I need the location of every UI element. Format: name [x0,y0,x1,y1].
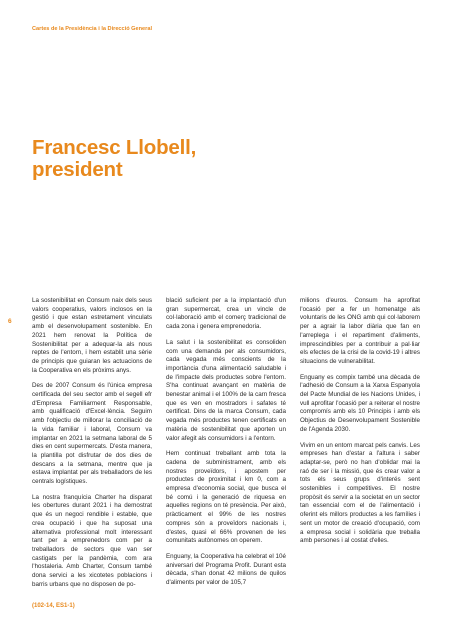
paragraph: La nostra franquícia Charter ha disparat les obertures durant 2021 i ha demostrat que és un negoci rendible i estable, que crea ocupació i que ha suposat una alternativa professional molt interessant tant per a emprenedors com per a treballadors de sectors que van ser castigats per la pandèmia, com ara l'hostaleria. Amb Charter, Consum també dona servici a les xicotetes poblacions i barris urbans que no disposen de po- [32,493,152,588]
paragraph: Vivim en un entorn marcat pels canvis. Les empreses han d'estar a l'altura i saber adaptar-se, però no han d'oblidar mai la raó de ser i la missió, que és crear valor a tots els seus grups d'interés sent sostenibles i competitives. El nostre propòsit és servir a la societat en un sector tan essencial com el de l'alimentació i oferint els millors productes a les famílies i sent un motor de creació d'ocupació, com a empresa social i solidària que treballa amb persones i al costat d'elles. [300,441,420,545]
paragraph: milions d'euros. Consum ha aprofitat l'ocasió per a fer un homenatge als voluntaris de les ONG amb qui col·laborem per a agrair la labor diària que fan en l'arreplega i el repartiment d'aliments, imprescindibles per a contribuir a pal·liar els efectes de la crisi de la covid-19 i altres situacions de vulnerabilitat. [300,297,420,365]
paragraph: Des de 2007 Consum és l'única empresa certificada del seu sector amb el segell efr d'Empresa Familiarment Responsable, amb qualificació d'Excel·lència. Seguim amb l'objectiu de millorar la conciliació de la vida familiar i laboral, Consum va implantar en 2021 la setmana laboral de 5 dies en cent supermercats. D'esta manera, la plantilla pot disfrutar de dos dies de descans a la setmana, mentre que ja estava implantat per als treballadors de les centrals logístiques. [32,382,152,486]
gri-reference: (102-14, ES1-1) [32,603,75,609]
text-column-3 [300,297,420,553]
title-role: president [32,158,123,181]
text-column-2 [166,297,286,595]
page-title [32,137,196,181]
title-name: Francesc Llobell, [32,136,197,159]
paragraph: blació suficient per a la implantació d'un gran supermercat, crea un vincle de col·laboració amb el comerç tradicional de cada zona i genera emprenedoria. [166,297,286,331]
section-header: Cartes de la Presidència i la Direcció General [32,26,153,32]
text-column-1 [32,297,152,597]
paragraph: La salut i la sostenibilitat es consoliden com una demanda per als consumidors, cada vegada més conscients de la importància d'una alimentació saludable i de l'impacte dels productes sobre l'entorn. S'ha continuat avançant en matèria de benestar animal i el 100% de la carn fresca que es ven en mostradors i safates té certificat. Dins de la marca Consum, cada vegada més productes tenen certificats en matèria de sostenibilitat que aporten un valor afegit als consumidors i a l'entorn. [166,338,286,442]
paragraph: Hem continuat treballant amb tota la cadena de subministrament, amb els nostres proveïdors, i apostem per productes de proximitat i km 0, com a empresa d'economia social, que busca el bé comú i la generació de riquesa en aquelles regions on té presència. Per això, pràcticament el 99% de les nostres compres són a proveïdors nacionals i, d'estes, quasi el 66% provenen de les comunitats autònomes on operem. [166,450,286,545]
page-number: 6 [8,318,12,325]
paragraph: Enguany, la Cooperativa ha celebrat el 10é aniversari del Programa Profit. Durant esta dècada, s'han donat 42 milions de quilos d'aliments per valor de 105,7 [166,552,286,587]
paragraph: La sostenibilitat en Consum naix dels seus valors cooperatius, valors inclosos en la gestió i que estan estretament vinculats amb el desenvolupament sostenible. En 2021 hem renovat la Política de Sostenibilitat per a adequar-la als nous reptes de l'entorn, i hem establit una sèrie de principis que guiaran les actuacions de la Cooperativa en els pròxims anys. [32,297,152,374]
paragraph: Enguany es compix també una dècada de l'adhesió de Consum a la Xarxa Espanyola del Pacte Mundial de les Nacions Unides, i vull aprofitar l'ocasió per a reiterar el nostre compromís amb els 10 Principis i amb els Objectius de Desenvolupament Sostenible de l'Agenda 2030. [300,373,420,433]
